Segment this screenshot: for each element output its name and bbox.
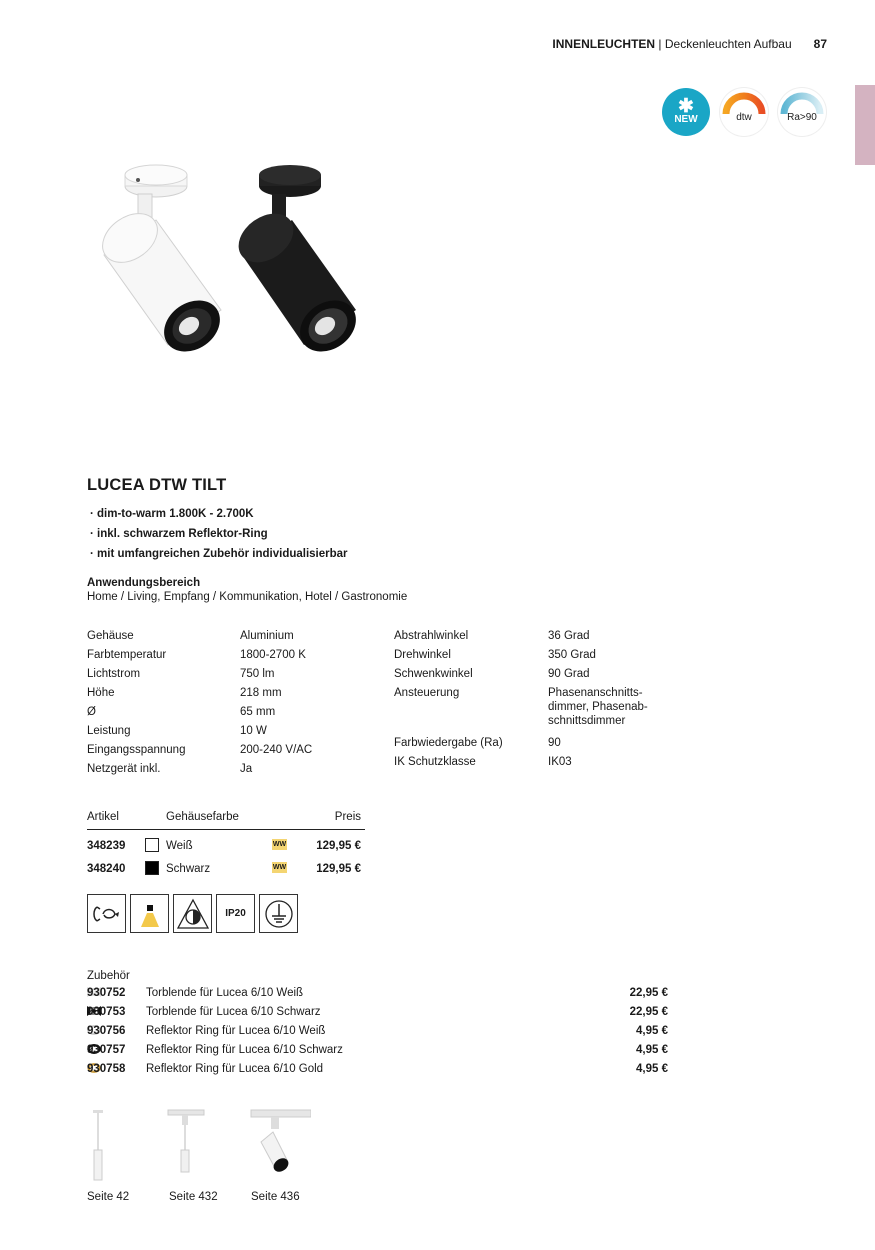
spec-value: 350 Grad xyxy=(548,649,596,661)
spec-label: Farbtemperatur xyxy=(87,649,167,661)
product-title: LUCEA DTW TILT xyxy=(87,476,227,494)
feature-bullet: · dim-to-warm 1.800K - 2.700K xyxy=(90,508,254,520)
spec-label: Gehäuse xyxy=(87,630,134,642)
related-track-spot-thumbnail[interactable] xyxy=(247,1108,311,1188)
list-item xyxy=(87,1063,672,1082)
spec-labels-right xyxy=(394,627,503,772)
section-tab xyxy=(855,85,875,165)
ra-badge xyxy=(778,88,826,136)
dimmable-icon xyxy=(173,894,212,933)
product-image xyxy=(86,160,386,370)
related-track-pendant-thumbnail[interactable] xyxy=(154,1108,218,1188)
column-header-artikel: Artikel xyxy=(87,811,119,823)
application-text: Home / Living, Empfang / Kommunikation, Hotel / Gastronomie xyxy=(87,591,408,603)
dtw-badge-label: dtw xyxy=(736,111,752,123)
star-icon: ✱ xyxy=(678,96,694,117)
accessory-description: Torblende für Lucea 6/10 Weiß xyxy=(146,987,304,999)
ra-badge-label: Ra>90 xyxy=(787,111,817,123)
column-header-preis: Preis xyxy=(334,811,361,823)
color-swatch-white xyxy=(145,838,159,852)
header-separator: | xyxy=(655,37,665,51)
accessory-price: 4,95 € xyxy=(636,1044,668,1056)
white-luminaire xyxy=(93,165,229,362)
page-header xyxy=(552,37,827,51)
spec-value: IK03 xyxy=(548,756,572,768)
spec-label: Drehwinkel xyxy=(394,649,451,661)
spec-value: 750 lm xyxy=(240,668,275,680)
beam-light-icon xyxy=(130,894,169,933)
protection-class-icon xyxy=(259,894,298,933)
list-item xyxy=(87,1006,672,1025)
accessory-number: 930753 xyxy=(87,1006,126,1018)
spec-value: 1800-2700 K xyxy=(240,649,306,661)
list-item xyxy=(87,1044,672,1063)
list-item xyxy=(87,1025,672,1044)
accessories-heading: Zubehör xyxy=(87,970,130,982)
spec-label: Netzgerät inkl. xyxy=(87,763,161,775)
spec-value: 10 W xyxy=(240,725,267,737)
accessory-price: 22,95 € xyxy=(629,987,668,999)
related-pendant-thumbnail[interactable] xyxy=(70,1108,134,1188)
spec-labels-left xyxy=(87,627,185,779)
accessory-price: 4,95 € xyxy=(636,1025,668,1037)
housing-color: Schwarz xyxy=(166,863,211,875)
table-row xyxy=(87,838,365,858)
black-luminaire xyxy=(229,165,365,362)
ip-rating-label: IP20 xyxy=(225,908,246,919)
spec-value: 90 Grad xyxy=(548,668,590,680)
list-item xyxy=(87,987,672,1006)
spec-value: 65 mm xyxy=(240,706,276,718)
spec-value: Ja xyxy=(240,763,253,775)
spec-value: Aluminium xyxy=(240,630,294,642)
related-page-link[interactable]: Seite 42 xyxy=(87,1191,130,1203)
related-page-link[interactable]: Seite 436 xyxy=(251,1191,300,1203)
article-number: 348240 xyxy=(87,863,126,875)
housing-color: Weiß xyxy=(166,840,193,852)
accessory-price: 22,95 € xyxy=(629,1006,668,1018)
feature-bullet: · inkl. schwarzem Reflektor-Ring xyxy=(90,528,268,540)
warm-white-badge: WW xyxy=(272,841,287,848)
warm-white-badge: WW xyxy=(272,864,287,871)
accessory-number: 930757 xyxy=(87,1044,126,1056)
application-heading: Anwendungsbereich xyxy=(87,577,201,589)
spec-label: IK Schutzklasse xyxy=(394,756,476,768)
spec-values-right xyxy=(548,627,648,772)
related-page-link[interactable]: Seite 432 xyxy=(169,1191,218,1203)
spec-value: 36 Grad xyxy=(548,630,590,642)
subcategory-title: Deckenleuchten Aufbau xyxy=(664,37,792,51)
article-price: 129,95 € xyxy=(316,863,361,875)
spec-label: Eingangsspannung xyxy=(87,744,186,756)
table-row xyxy=(87,861,365,881)
accessory-number: 930758 xyxy=(87,1063,126,1075)
spec-values-left xyxy=(240,627,312,779)
accessory-description: Torblende für Lucea 6/10 Schwarz xyxy=(146,1006,321,1018)
color-swatch-black xyxy=(145,861,159,875)
spec-value: 200-240 V/AC xyxy=(240,744,313,756)
spec-value: 90 xyxy=(548,737,561,749)
article-price: 129,95 € xyxy=(316,840,361,852)
category-title: INNENLEUCHTEN xyxy=(552,37,656,51)
dtw-badge xyxy=(720,88,768,136)
article-number: 348239 xyxy=(87,840,126,852)
accessory-number: 930756 xyxy=(87,1025,126,1037)
spec-value: 218 mm xyxy=(240,687,282,699)
rotate-icon xyxy=(87,894,126,933)
spec-label: Farbwiedergabe (Ra) xyxy=(394,737,503,749)
new-badge xyxy=(662,88,710,136)
accessory-description: Reflektor Ring für Lucea 6/10 Weiß xyxy=(146,1025,326,1037)
spec-label: Lichtstrom xyxy=(87,668,141,680)
new-badge-label: NEW xyxy=(674,114,698,125)
article-table-header xyxy=(87,811,365,830)
accessory-description: Reflektor Ring für Lucea 6/10 Gold xyxy=(146,1063,324,1075)
feature-bullet: · mit umfangreichen Zubehör individualisierbar xyxy=(90,548,348,560)
page-number: 87 xyxy=(813,37,827,51)
spec-label: Ansteuerung xyxy=(394,687,460,699)
column-header-farbe: Gehäusefarbe xyxy=(166,811,239,823)
accessory-number: 930752 xyxy=(87,987,126,999)
spec-label: Leistung xyxy=(87,725,131,737)
spec-label: Ø xyxy=(87,706,96,718)
accessory-description: Reflektor Ring für Lucea 6/10 Schwarz xyxy=(146,1044,343,1056)
spec-label: Abstrahlwinkel xyxy=(394,630,469,642)
spec-value: Phasenanschnitts- dimmer, Phasenab- schnittsdimmer xyxy=(548,687,648,727)
ip-rating-icon xyxy=(216,894,255,933)
accessory-price: 4,95 € xyxy=(636,1063,668,1075)
spec-label: Höhe xyxy=(87,687,115,699)
spec-label: Schwenkwinkel xyxy=(394,668,473,680)
